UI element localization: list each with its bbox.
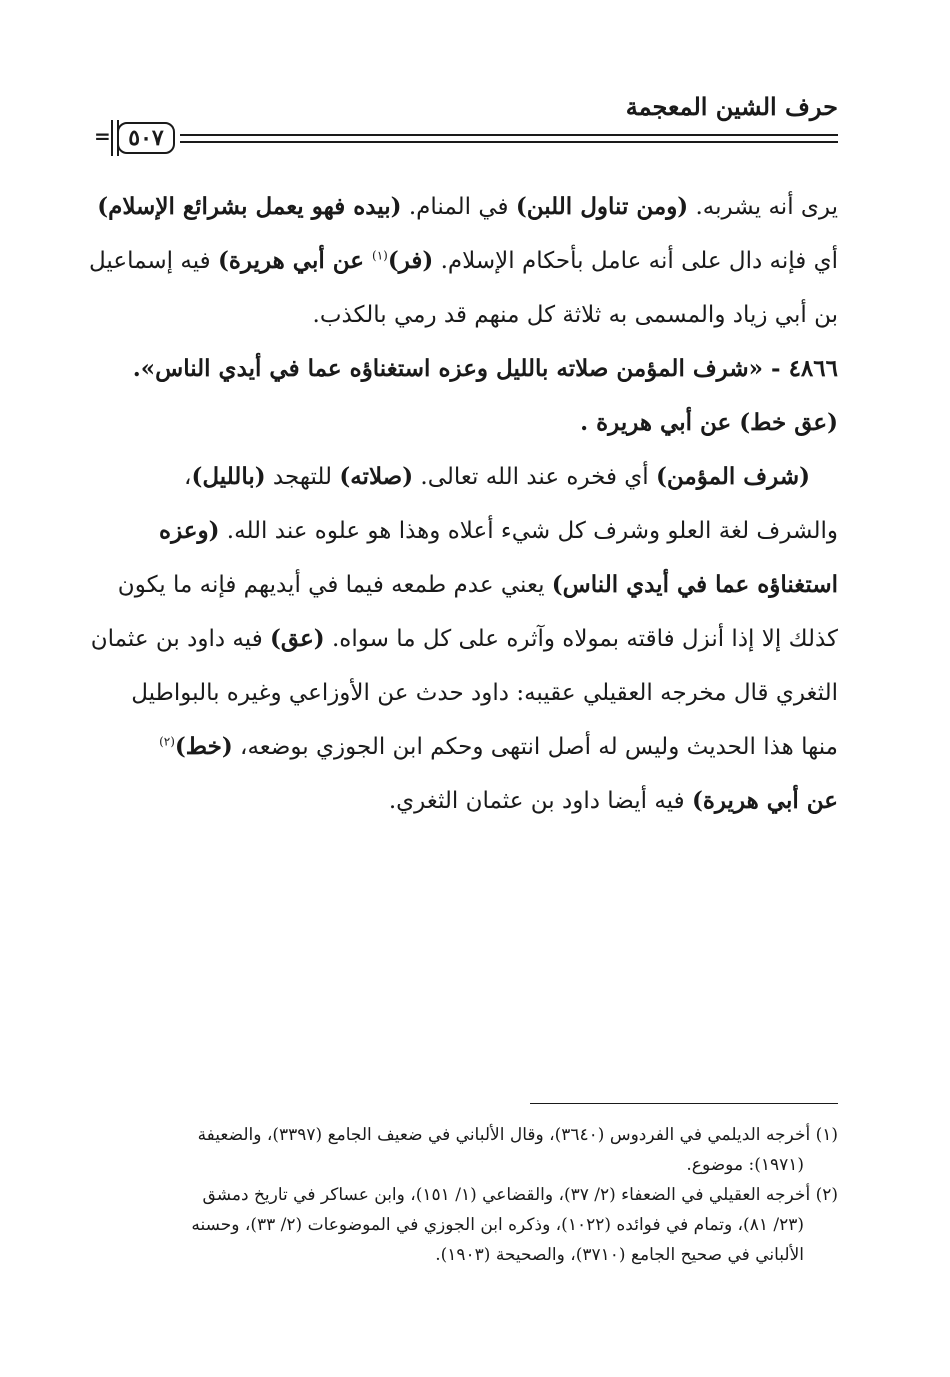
text-line: أي فإنه دال على أنه عامل بأحكام الإسلام. (فر)$^{(١)}$ عن أبي هريرة) فيه إسماعيل <box>89 247 838 274</box>
footnote-separator <box>530 1103 838 1104</box>
text-line: والشرف لغة العلو وشرف كل شيء أعلاه وهذا هو علوه عند الله. (وعزه <box>159 517 838 544</box>
running-title: حرف الشين المعجمة <box>625 92 838 121</box>
footnote-2: (٢) أخرجه العقيلي في الضعفاء (٢/ ٣٧)، والقضاعي (١/ ١٥١)، وابن عساكر في تاريخ دمشق <box>202 1185 838 1205</box>
text-line: عن أبي هريرة) فيه أيضا داود بن عثمان الثغري. <box>388 787 838 814</box>
text-line: بن أبي زياد والمسمى به ثلاثة كل منهم قد رمي بالكذب. <box>312 302 838 328</box>
hadith-line <box>100 342 838 396</box>
hadith-number: ٤٨٦٦ - <box>763 355 838 382</box>
footnote-2-cont: (٢٣/ ٨١)، وتمام في فوائده (١٠٢٢)، وذكره ابن الجوزي في الموضوعات (٢/ ٣٣)، وحسنه <box>191 1215 804 1235</box>
page-number-text: ٥٠٧ <box>128 125 164 151</box>
header-rule-bottom <box>180 141 838 143</box>
text-line: استغناؤه عما في أيدي الناس) يعني عدم طمعه فيما في أيديهم فإنه ما يكون <box>117 571 838 598</box>
footnote-2-cont: الألباني في صحيح الجامع (٣٧١٠)، والصحيحة (١٩٠٣). <box>435 1245 804 1265</box>
page-number <box>117 122 175 154</box>
hadith-source: (عق خط) عن أبي هريرة . <box>580 409 838 436</box>
text-line: الثغري قال مخرجه العقيلي عقيبه: داود حدث عن الأوزاعي وغيره بالبواطيل <box>131 680 838 706</box>
footnote-1: (١) أخرجه الديلمي في الفردوس (٣٦٤٠)، وقال الألباني في ضعيف الجامع (٣٣٩٧)، والضعيفة <box>197 1125 838 1145</box>
footnote-ref: (٢) <box>159 734 175 749</box>
page-number-ornament: = <box>94 124 111 148</box>
hadith-text: «شرف المؤمن صلاته بالليل وعزه استغناؤه عما في أيدي الناس». <box>132 355 764 382</box>
text-line: كذلك إلا إذا أنزل فاقته بمولاه وآثره على كل ما سواه. (عق) فيه داود بن عثمان <box>90 625 838 652</box>
text-line: يرى أنه يشربه. (ومن تناول اللبن) في المنام. (بيده فهو يعمل بشرائع الإسلام) <box>97 193 838 220</box>
footnotes <box>100 1120 838 1270</box>
footnote-ref: (١) <box>372 248 388 263</box>
main-text <box>89 180 838 828</box>
footnote-1-cont: (١٩٧١): موضوع. <box>686 1155 804 1175</box>
text-line: منها هذا الحديث وليس له أصل انتهى وحكم ابن الجوزي بوضعه، (خط)$^{(٢)}$ <box>159 733 838 760</box>
header-rule-top <box>180 134 838 136</box>
text-line: (شرف المؤمن) أي فخره عند الله تعالى. (صلاته) للتهجد (بالليل)، <box>184 463 810 490</box>
